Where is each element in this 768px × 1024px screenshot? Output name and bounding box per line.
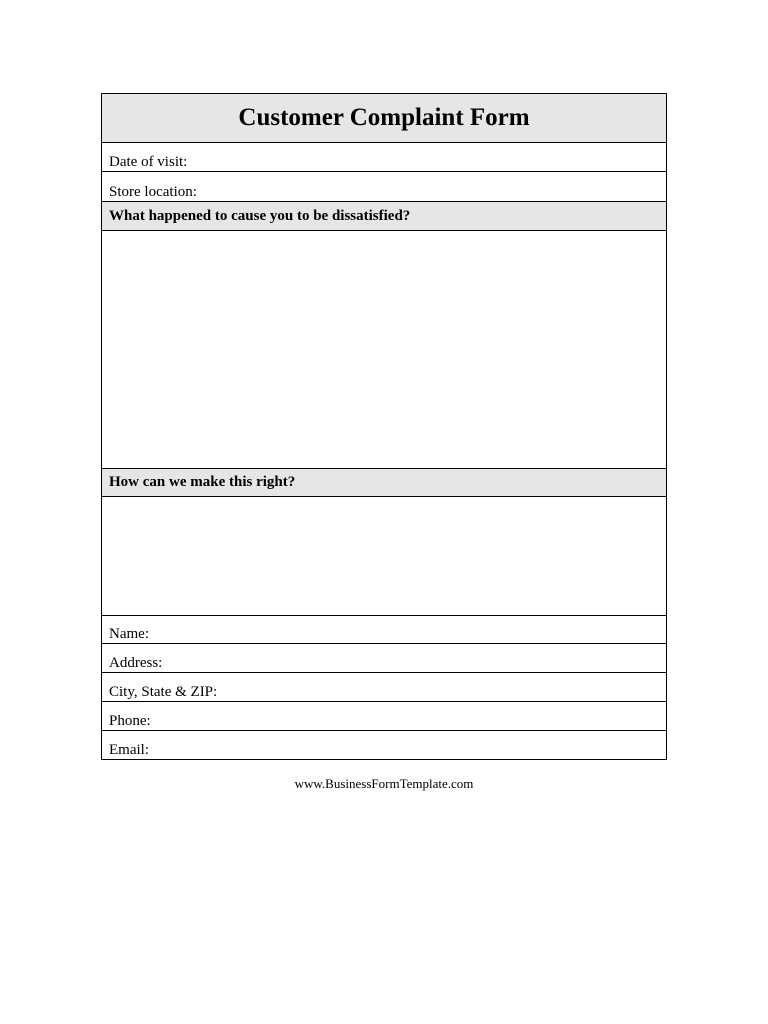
phone-label: Phone: [109,713,151,729]
section-heading-dissatisfied-text: What happened to cause you to be dissatisfied? [109,207,411,224]
phone-field[interactable] [102,701,666,730]
footer-website: www.BusinessFormTemplate.com [294,776,474,791]
complaint-form [101,93,667,760]
form-title-bar [102,94,666,142]
date-of-visit-field[interactable] [102,142,666,171]
form-title: Customer Complaint Form [238,104,530,131]
address-field[interactable] [102,643,666,672]
city-state-zip-field[interactable] [102,672,666,701]
address-label: Address: [109,655,163,671]
date-of-visit-label: Date of visit: [109,154,188,170]
name-label: Name: [109,626,149,642]
make-right-answer-area[interactable] [102,496,666,615]
section-heading-make-right [102,468,666,496]
store-location-field[interactable] [102,171,666,201]
store-location-label: Store location: [109,184,197,200]
email-label: Email: [109,742,149,758]
email-field[interactable] [102,730,666,759]
dissatisfied-answer-area[interactable] [102,230,666,468]
section-heading-dissatisfied [102,201,666,230]
name-field[interactable] [102,615,666,643]
section-heading-make-right-text: How can we make this right? [109,474,296,490]
city-state-zip-label: City, State & ZIP: [109,684,218,700]
